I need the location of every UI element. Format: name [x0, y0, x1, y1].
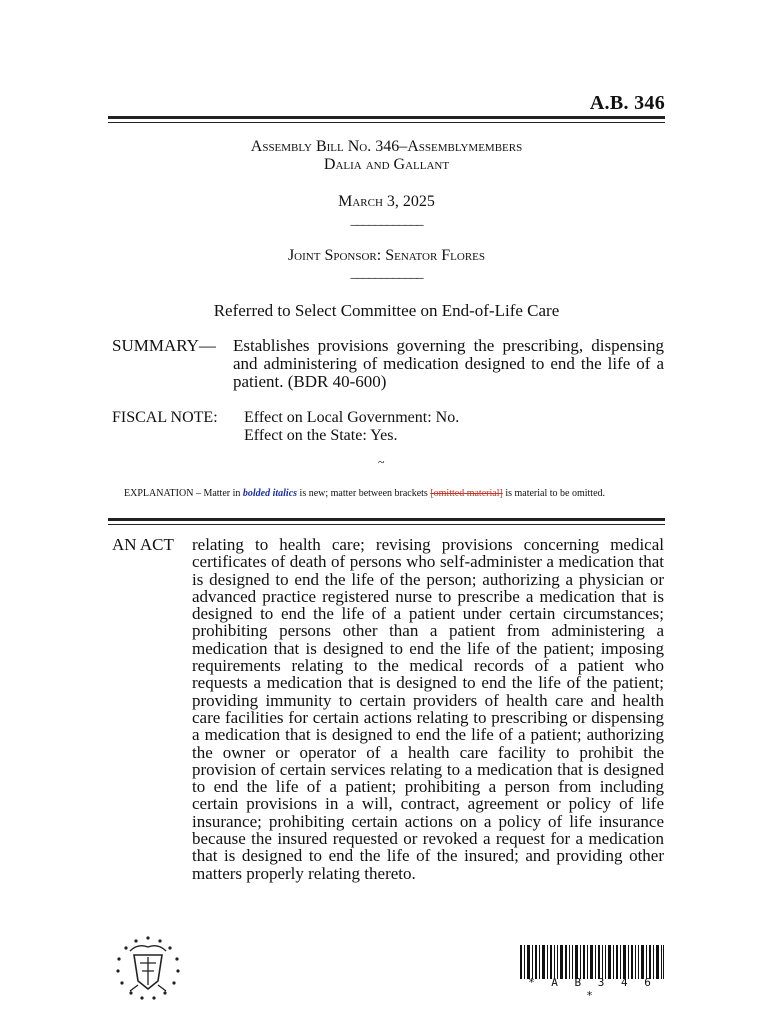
separator-2: ____________: [350, 266, 423, 281]
separator-1: ____________: [350, 213, 423, 228]
bill-date: March 3, 2025: [338, 193, 435, 210]
act-label: AN ACT: [112, 535, 174, 554]
committee-referral: Referred to Select Committee on End-of-Life Care: [213, 301, 560, 320]
act-text: relating to health care; revising provisions concerning medical certificates of death of persons who self-administer a medication that is designed to end the life of the person; authorizing a physician or advanced practice registered nurse to prescribe a medication that is designed to end the life of a patient under certain circumstances; prohibiting persons other than a patient from administering a medication that is designed to end the life of the patient; imposing requirements relating to the medical records of a patient who requests a medication that is designed to end the life of the patient; providing immunity to certain providers of health care and health care facilities for certain actions relating to prescribing or dispensing a medication that is designed to end the life of a patient; authorizing the owner or operator of a health care facility to prohibit the provision of certain services relating to a medication that is designed to end the life of a patient; prohibiting a person from including certain provisions in a will, contract, agreement or policy of life insurance; prohibiting certain actions on a policy of life insurance because the insured requested or revoked a request for a medication that is designed to end the life of the insured; and providing other matters properly relating thereto.: [192, 535, 664, 883]
body-rule-thick: [108, 518, 665, 521]
bill-title-line2: Dalia and Gallant: [323, 156, 450, 173]
act-section: [112, 536, 664, 882]
summary-text: Establishes provisions governing the prescribing, dispensing and administering of medication designed to end the life of a patient. (BDR 40-600): [233, 336, 664, 391]
barcode-icon: [520, 945, 664, 979]
header-rule-thick: [108, 116, 665, 119]
header-rule-thin: [108, 122, 665, 123]
explanation-middle: is new; matter between brackets: [297, 488, 431, 499]
explanation-suffix: is material to be omitted.: [502, 488, 606, 499]
explanation-omitted: [omitted material]: [430, 488, 503, 499]
bill-title: [108, 138, 665, 174]
fiscal-note-label: FISCAL NOTE:: [112, 409, 218, 426]
explanation-prefix: EXPLANATION – Matter in: [124, 488, 243, 499]
state-seal-icon: [112, 933, 184, 1001]
fiscal-note-local: Effect on Local Government: No.: [244, 409, 460, 426]
explanation-note: [124, 488, 664, 499]
fiscal-note-state: Effect on the State: Yes.: [244, 427, 398, 444]
body-rule-thin: [108, 524, 665, 525]
summary-section: [112, 337, 664, 391]
explanation-bolded: bolded italics: [242, 488, 298, 499]
section-tilde: ~: [378, 455, 385, 469]
barcode-label: * A B 3 4 6 *: [528, 976, 656, 1002]
bill-number: A.B. 346: [589, 92, 665, 114]
summary-label: SUMMARY—: [112, 336, 216, 355]
joint-sponsor: Joint Sponsor: Senator Flores: [287, 247, 486, 264]
fiscal-note: [112, 409, 459, 445]
bill-title-line1: Assembly Bill No. 346–Assemblymembers: [250, 138, 523, 155]
